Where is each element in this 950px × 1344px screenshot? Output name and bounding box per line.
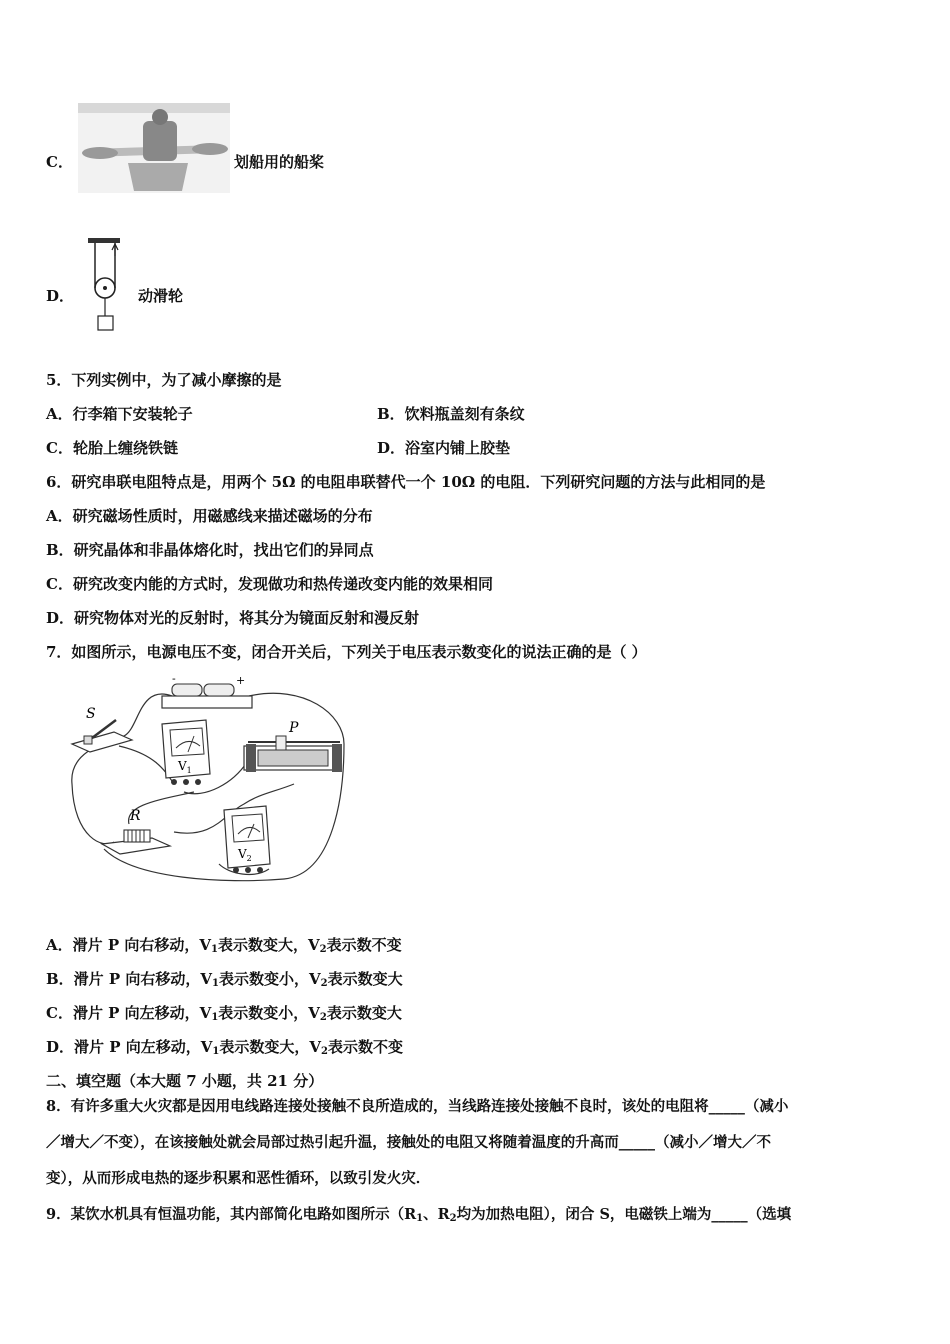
question-5-option-d: D．浴室内铺上胶垫 xyxy=(377,439,511,457)
option-d-label: D． xyxy=(46,287,75,305)
question-5-stem: 5．下列实例中，为了减小摩擦的是 xyxy=(46,371,282,389)
question-6-option-d: D．研究物体对光的反射时，将其分为镜面反射和漫反射 xyxy=(46,609,420,627)
question-7-option-c: C．滑片 P 向左移动，$V_1$表示数变小，$V_2$表示数变大 xyxy=(46,1004,402,1023)
voltmeter-1-label: $V_1$ xyxy=(178,759,192,775)
voltmeter-2-label: $V_2$ xyxy=(238,847,252,863)
section-2-title: 二、填空题（本大题 7 小题，共 21 分） xyxy=(46,1072,324,1090)
question-8-line-3: 变），从而形成电热的逐步积累和恶性循环，以致引发火灾． xyxy=(46,1170,431,1187)
question-6-stem: 6．研究串联电阻特点是，用两个 5Ω 的电阻串联替代一个 10Ω 的电阻．下列研究问题的方法与此相同的是 xyxy=(46,473,766,491)
question-7-option-a: A．滑片 P 向右移动，$V_1$表示数变大，$V_2$表示数不变 xyxy=(46,936,402,955)
switch-label: S xyxy=(86,706,96,722)
question-6-option-c: C．研究改变内能的方式时，发现做功和热传递改变内能的效果相同 xyxy=(46,575,493,593)
option-c-text: 划船用的船桨 xyxy=(234,153,325,171)
question-6-option-a: A．研究磁场性质时，用磁感线来描述磁场的分布 xyxy=(46,507,373,525)
question-7-stem: 7．如图所示，电源电压不变，闭合开关后，下列关于电压表示数变化的说法正确的是（ ） xyxy=(46,643,647,661)
option-c-label: C． xyxy=(46,153,73,171)
rheostat-slider-label: P xyxy=(289,720,299,736)
question-7-option-d: D．滑片 P 向左移动，$V_1$表示数变大，$V_2$表示数不变 xyxy=(46,1038,403,1057)
question-6-option-b: B．研究晶体和非晶体熔化时，找出它们的异同点 xyxy=(46,541,374,559)
battery-minus-label: - xyxy=(172,674,176,685)
question-8-line-2: ／增大／不变），在该接触处就会局部过热引起升温，接触处的电阻又将随着温度的升高而_____（减小／增大／不 xyxy=(46,1134,771,1151)
question-8-line-1: 8．有许多重大火灾都是因用电线路连接处接触不良所造成的，当线路连接处接触不良时，该处的电阻将_____（减小 xyxy=(46,1098,789,1115)
question-9-stem: 9．某饮水机具有恒温功能，其内部简化电路如图所示（$R_1$、$R_2$均为加热电阻），闭合 S，电磁铁上端为_____（选填 xyxy=(46,1206,792,1224)
rowing-paddle-picture xyxy=(78,103,230,193)
option-d-text: 动滑轮 xyxy=(138,287,184,305)
question-5-option-b: B．饮料瓶盖刻有条纹 xyxy=(377,405,525,423)
question-7-option-b: B．滑片 P 向右移动，$V_1$表示数变小，$V_2$表示数变大 xyxy=(46,970,403,989)
question-5-option-a: A．行李箱下安装轮子 xyxy=(46,405,193,423)
resistor-label: R xyxy=(130,808,141,824)
battery-plus-label: + xyxy=(236,674,246,687)
circuit-diagram xyxy=(44,674,364,896)
movable-pulley-diagram xyxy=(88,236,138,332)
question-5-option-c: C．轮胎上缠绕铁链 xyxy=(46,439,178,457)
